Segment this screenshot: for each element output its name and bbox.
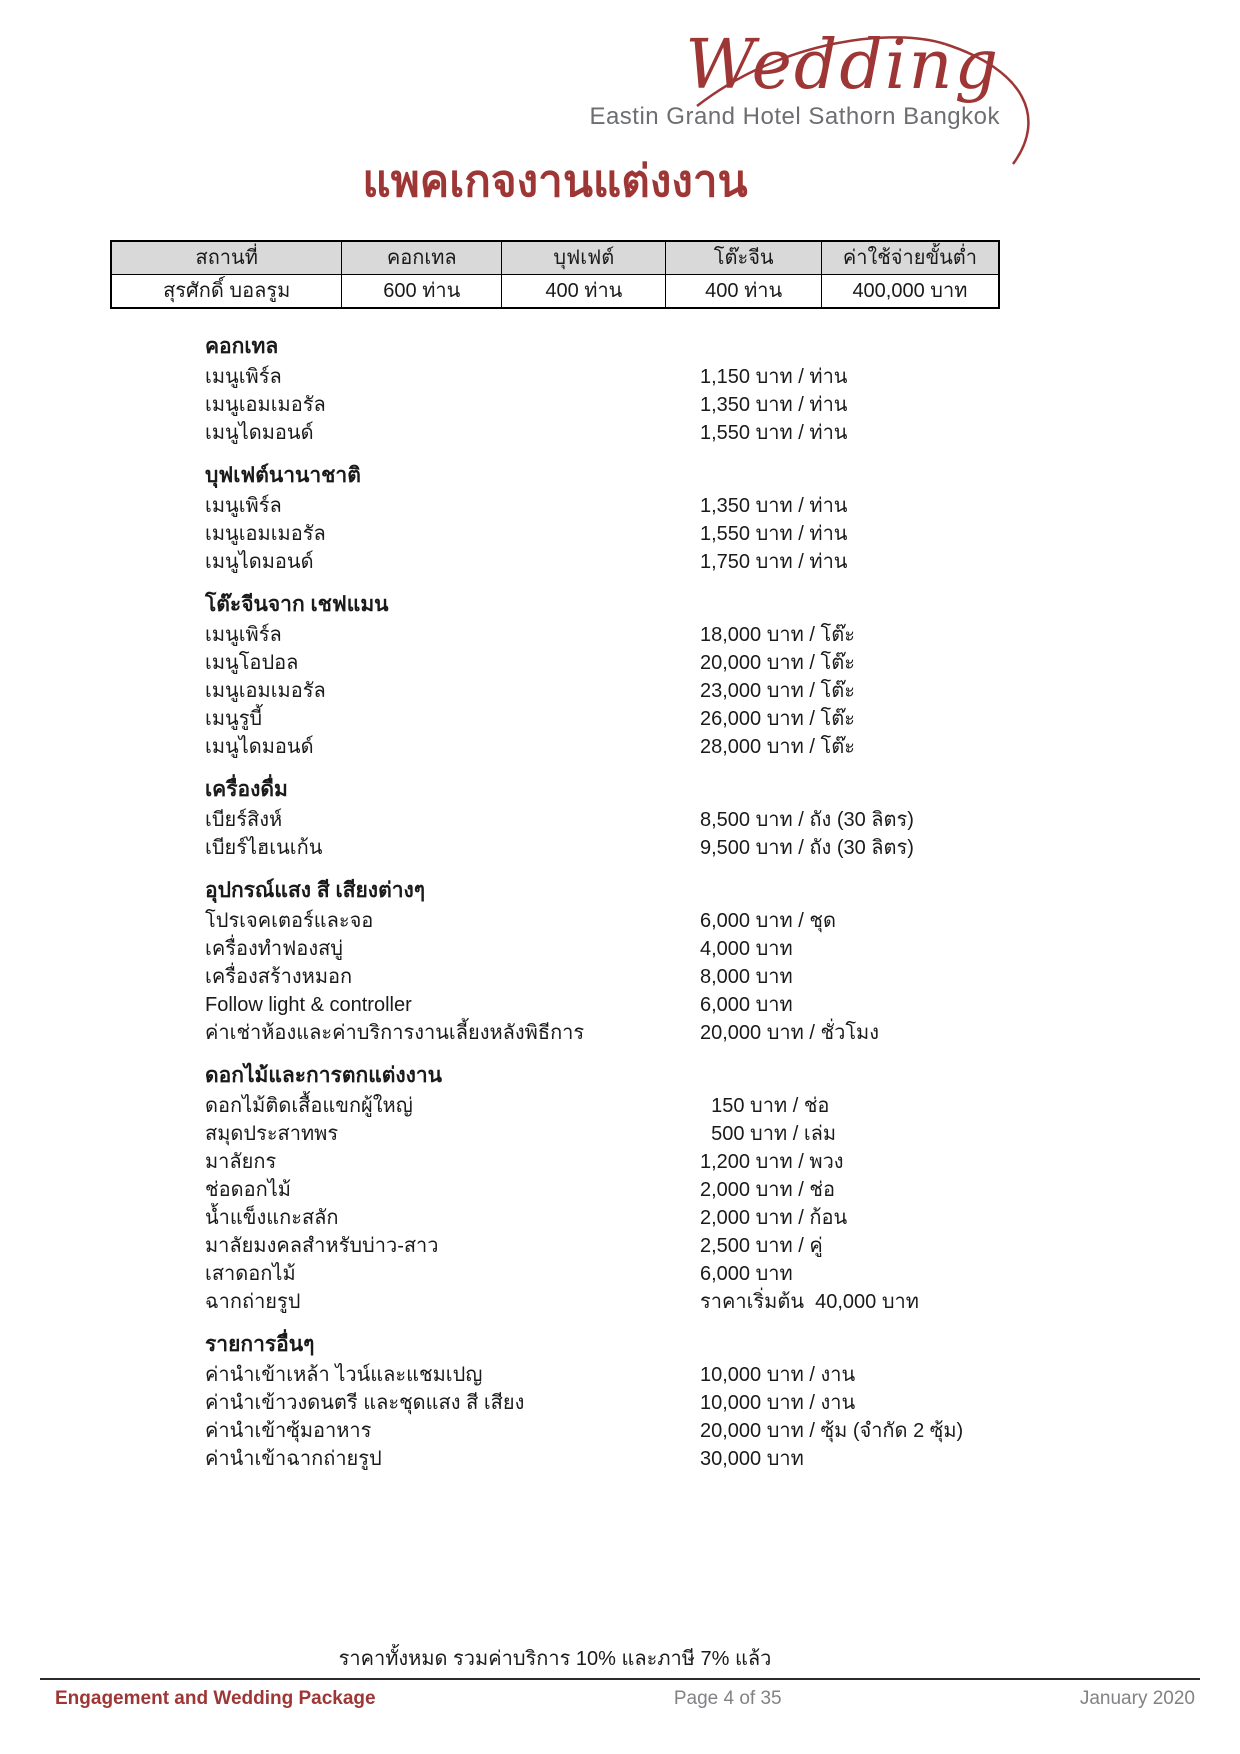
item-price: 1,750 บาท / ท่าน — [700, 550, 848, 573]
item-price: 1,200 บาท / พวง — [700, 1150, 844, 1173]
item-name: ค่าเช่าห้องและค่าบริการงานเลี้ยงหลังพิธีการ — [205, 1021, 585, 1044]
item-name: เบียร์ไฮเนเก้น — [205, 836, 323, 859]
table-row — [111, 274, 999, 308]
table-header-row — [111, 241, 999, 275]
item-name: เมนูรูบี้ — [205, 707, 263, 730]
section-heading: เครื่องดื่ม — [205, 777, 288, 801]
price-item-row — [205, 363, 1000, 391]
section-heading: อุปกรณ์แสง สี เสียงต่างๆ — [205, 878, 426, 902]
item-name: เมนูเอมเมอรัล — [205, 393, 326, 416]
price-item-row — [205, 419, 1000, 447]
item-price: 10,000 บาท / งาน — [700, 1391, 856, 1414]
item-price: 9,500 บาท / ถัง (30 ลิตร) — [700, 836, 914, 859]
price-item-row — [205, 963, 1000, 991]
item-name: เมนูเพิร์ล — [205, 494, 282, 517]
price-item-row — [205, 520, 1000, 548]
item-name: เมนูโอปอล — [205, 651, 299, 674]
item-name: ช่อดอกไม้ — [205, 1178, 291, 1201]
item-name: ค่านำเข้าเหล้า ไวน์และแชมเปญ — [205, 1363, 483, 1386]
price-item-row — [205, 834, 1000, 862]
table-cell: 600 ท่าน — [342, 274, 502, 308]
table-cell: 400 ท่าน — [666, 274, 821, 308]
footer-divider — [40, 1678, 1200, 1680]
section-heading: บุฟเฟต์นานาชาติ — [205, 463, 361, 487]
price-item-row — [205, 1092, 1000, 1120]
item-price: 6,000 บาท — [700, 993, 793, 1016]
item-price: 1,350 บาท / ท่าน — [700, 393, 848, 416]
item-price: 30,000 บาท — [700, 1447, 804, 1470]
price-item-row — [205, 621, 1000, 649]
item-name: ดอกไม้ติดเสื้อแขกผู้ใหญ่ — [205, 1094, 413, 1117]
item-price: ราคาเริ่มต้น 40,000 บาท — [700, 1290, 919, 1313]
item-price: 8,000 บาท — [700, 965, 793, 988]
item-price: 6,000 บาท — [700, 1262, 793, 1285]
item-name: เมนูเอมเมอรัล — [205, 522, 326, 545]
item-price: 26,000 บาท / โต๊ะ — [700, 707, 855, 730]
price-item-row — [205, 1389, 1000, 1417]
table-header-cell: บุฟเฟต์ — [502, 241, 666, 275]
item-name: เมนูเพิร์ล — [205, 623, 282, 646]
price-item-row — [205, 1288, 1000, 1316]
footer-document-title: Engagement and Wedding Package — [55, 1688, 376, 1709]
item-name: เครื่องทำฟองสบู่ — [205, 937, 343, 960]
price-item-row — [205, 1120, 1000, 1148]
section-heading: รายการอื่นๆ — [205, 1332, 315, 1356]
item-price: 2,000 บาท / ก้อน — [700, 1206, 848, 1229]
price-item-row — [205, 1176, 1000, 1204]
table-cell: 400 ท่าน — [502, 274, 666, 308]
price-item-row — [205, 492, 1000, 520]
section-heading: ดอกไม้และการตกแต่งงาน — [205, 1063, 443, 1087]
item-price: 1,150 บาท / ท่าน — [700, 365, 848, 388]
price-item-row — [205, 705, 1000, 733]
table-cell: 400,000 บาท — [821, 274, 999, 308]
footer-page-number: Page 4 of 35 — [673, 1688, 782, 1709]
item-price: 18,000 บาท / โต๊ะ — [700, 623, 855, 646]
hotel-logo — [589, 26, 1000, 131]
price-note: ราคาทั้งหมด รวมค่าบริการ 10% และภาษี 7% แล้ว — [338, 1648, 772, 1670]
footer-date: January 2020 — [1079, 1688, 1195, 1709]
item-name: เมนูไดมอนด์ — [205, 550, 314, 573]
item-price: 500 บาท / เล่ม — [700, 1122, 837, 1145]
item-price: 150 บาท / ช่อ — [700, 1094, 830, 1117]
price-item-row — [205, 733, 1000, 761]
table-header-cell: โต๊ะจีน — [666, 241, 821, 275]
page-footer — [55, 1688, 1195, 1710]
item-name: มาลัยมงคลสำหรับบ่าว-สาว — [205, 1234, 439, 1257]
table-header-cell: คอกเทล — [342, 241, 502, 275]
price-item-row — [205, 649, 1000, 677]
item-name: เมนูไดมอนด์ — [205, 421, 314, 444]
item-price: 20,000 บาท / ซุ้ม (จำกัด 2 ซุ้ม) — [700, 1419, 964, 1442]
item-name: ค่านำเข้าซุ้มอาหาร — [205, 1419, 372, 1442]
item-name: เมนูเอมเมอรัล — [205, 679, 326, 702]
item-price: 1,550 บาท / ท่าน — [700, 522, 848, 545]
hotel-name: Eastin Grand Hotel Sathorn Bangkok — [589, 103, 1000, 131]
page-title: แพคเกจงานแต่งงาน — [362, 157, 748, 206]
item-name: เครื่องสร้างหมอก — [205, 965, 353, 988]
price-sections — [205, 333, 1000, 1473]
package-summary-table — [110, 240, 1000, 309]
price-item-row — [205, 1361, 1000, 1389]
table-header-cell: สถานที่ — [111, 241, 342, 275]
item-price: 8,500 บาท / ถัง (30 ลิตร) — [700, 808, 914, 831]
item-price: 28,000 บาท / โต๊ะ — [700, 735, 855, 758]
item-name: ค่านำเข้าวงดนตรี และชุดแสง สี เสียง — [205, 1391, 525, 1414]
item-price: 2,500 บาท / คู่ — [700, 1234, 823, 1257]
item-price: 23,000 บาท / โต๊ะ — [700, 679, 855, 702]
item-price: 1,350 บาท / ท่าน — [700, 494, 848, 517]
item-name: เมนูเพิร์ล — [205, 365, 282, 388]
section-heading: คอกเทล — [205, 334, 279, 358]
item-name: ค่านำเข้าฉากถ่ายรูป — [205, 1447, 382, 1470]
item-price: 6,000 บาท / ชุด — [700, 909, 836, 932]
item-price: 2,000 บาท / ช่อ — [700, 1178, 835, 1201]
main-content — [110, 150, 1000, 1473]
price-item-row — [205, 806, 1000, 834]
item-name: เสาดอกไม้ — [205, 1262, 296, 1285]
price-item-row — [205, 1148, 1000, 1176]
item-name: เมนูไดมอนด์ — [205, 735, 314, 758]
item-name: มาลัยกร — [205, 1150, 277, 1173]
table-cell: สุรศักดิ์ บอลรูม — [111, 274, 342, 308]
logo-wedding-script: Wedding — [685, 26, 1000, 105]
item-name: Follow light & controller — [205, 993, 412, 1016]
item-name: ฉากถ่ายรูป — [205, 1290, 301, 1313]
price-item-row — [205, 907, 1000, 935]
item-price: 20,000 บาท / ชั่วโมง — [700, 1021, 880, 1044]
item-name: สมุดประสาทพร — [205, 1122, 339, 1145]
item-name: เบียร์สิงห์ — [205, 808, 283, 831]
table-header-cell: ค่าใช้จ่ายขั้นต่ำ — [821, 241, 999, 275]
item-price: 1,550 บาท / ท่าน — [700, 421, 848, 444]
item-price: 20,000 บาท / โต๊ะ — [700, 651, 855, 674]
price-item-row — [205, 1417, 1000, 1445]
price-item-row — [205, 1019, 1000, 1047]
price-item-row — [205, 677, 1000, 705]
price-item-row — [205, 1232, 1000, 1260]
price-item-row — [205, 548, 1000, 576]
item-name: น้ำแข็งแกะสลัก — [205, 1206, 339, 1229]
price-item-row — [205, 991, 1000, 1019]
item-price: 4,000 บาท — [700, 937, 793, 960]
price-item-row — [205, 391, 1000, 419]
item-name: โปรเจคเตอร์และจอ — [205, 909, 374, 932]
table-body — [111, 274, 999, 308]
price-item-row — [205, 935, 1000, 963]
price-item-row — [205, 1445, 1000, 1473]
price-item-row — [205, 1260, 1000, 1288]
item-price: 10,000 บาท / งาน — [700, 1363, 856, 1386]
section-heading: โต๊ะจีนจาก เชฟแมน — [205, 592, 389, 616]
price-item-row — [205, 1204, 1000, 1232]
